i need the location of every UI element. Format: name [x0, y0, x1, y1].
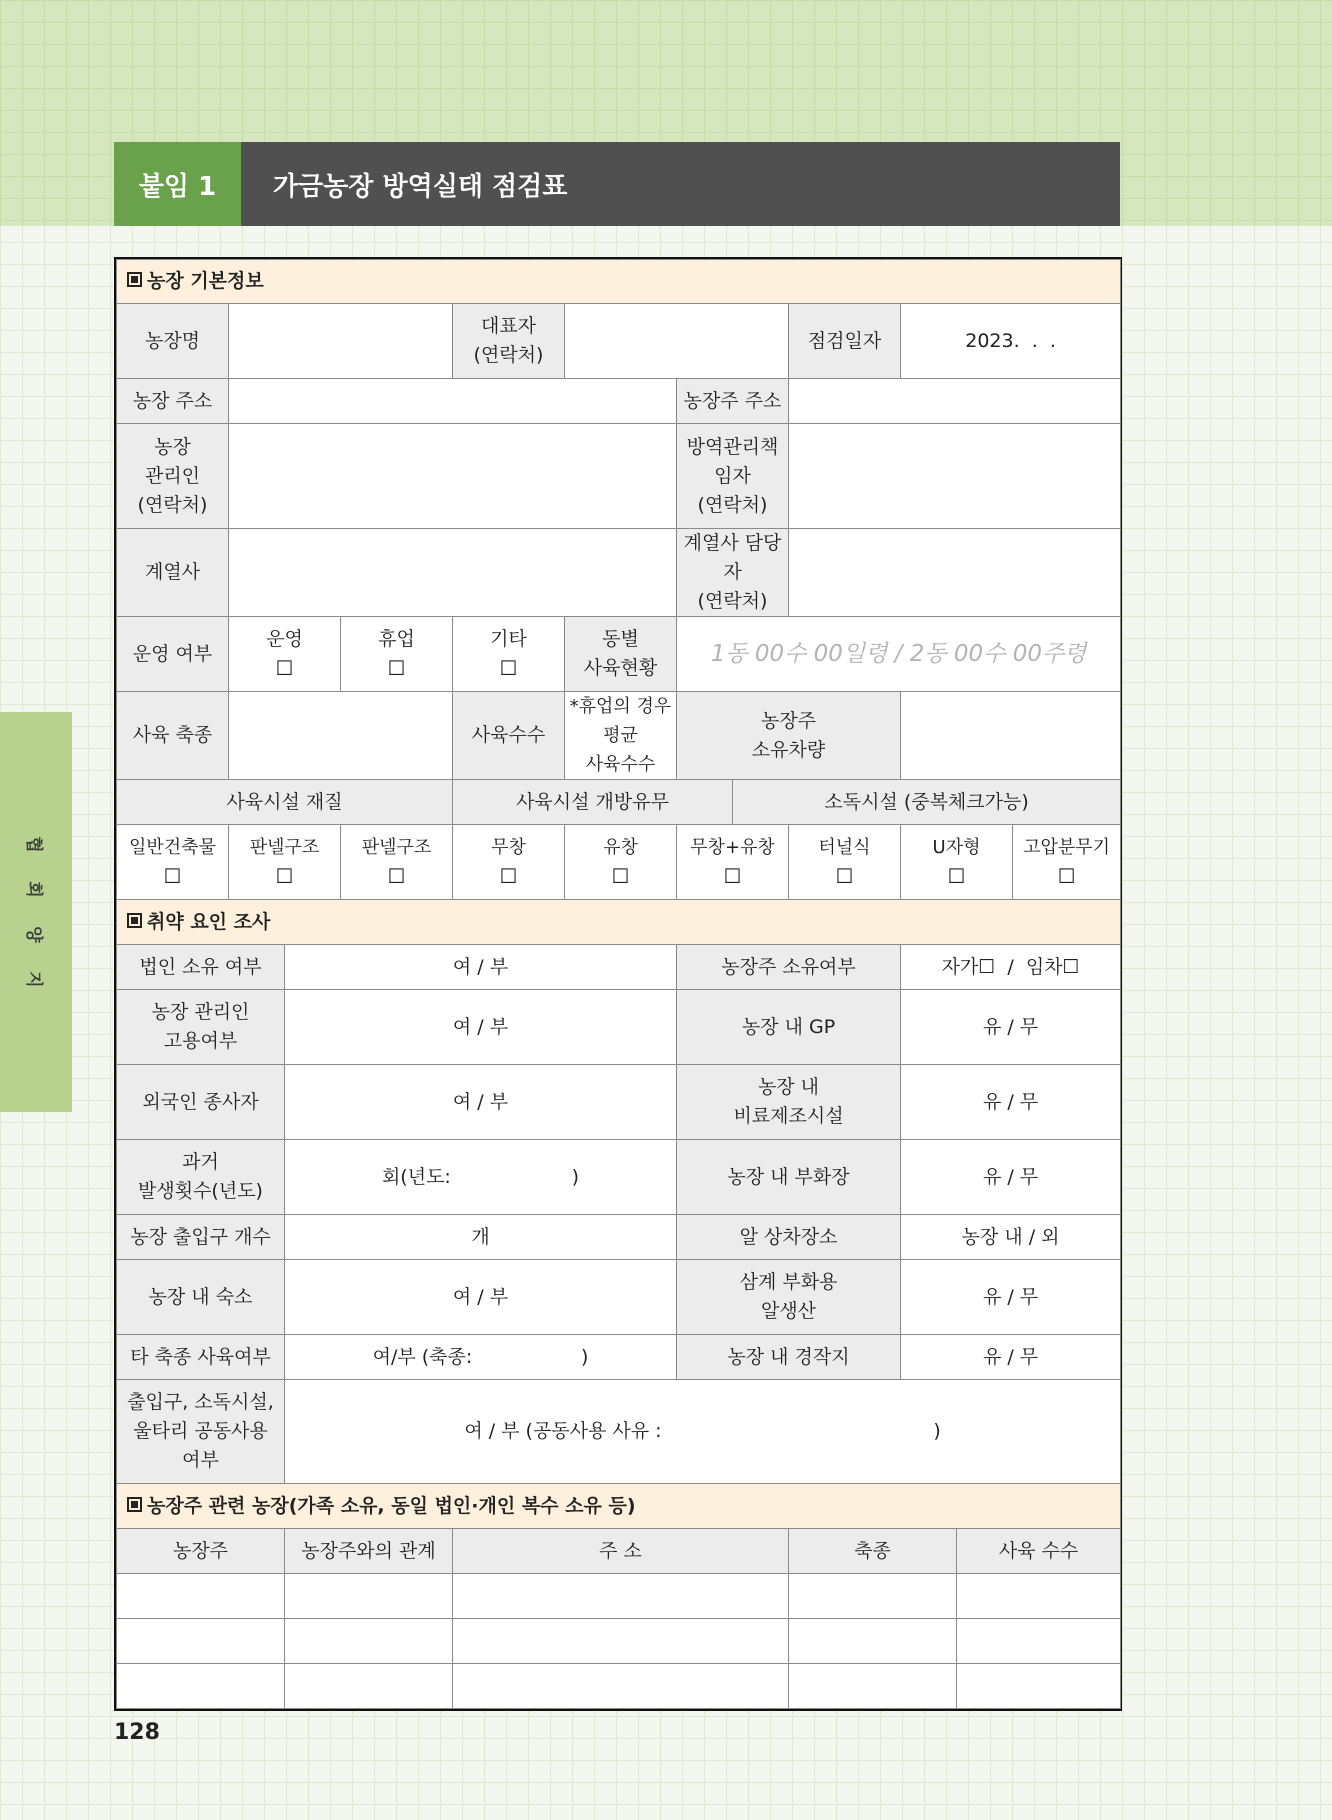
- section-title: 농장 기본정보: [147, 270, 264, 292]
- owner-vehicles-field[interactable]: [901, 692, 1121, 780]
- option-label: 무창: [491, 837, 526, 858]
- op-running-label: 운영: [266, 628, 303, 650]
- option-label: 터널식: [818, 837, 871, 858]
- affiliate-contact-field[interactable]: [789, 529, 1121, 617]
- table-cell[interactable]: [117, 1574, 285, 1619]
- shared-facility-value[interactable]: 여 / 부 (공동사용 사유 : ): [285, 1380, 1121, 1484]
- option-general-building[interactable]: [117, 825, 229, 900]
- table-row: [117, 1574, 1121, 1619]
- op-running-option[interactable]: [229, 617, 341, 692]
- vuln-label: 과거 발생횟수(년도): [117, 1140, 285, 1215]
- vuln-label: 타 축종 사육여부: [117, 1335, 285, 1380]
- per-building-field[interactable]: 1동 00수 00일령 / 2동 00수 00주령: [677, 617, 1121, 692]
- vuln-label: 농장 내 경작지: [677, 1335, 901, 1380]
- option-checkbox[interactable]: ☐: [499, 864, 518, 888]
- affiliate-label: 계열사: [117, 529, 229, 617]
- page-number: 128: [114, 1720, 160, 1745]
- table-cell[interactable]: [957, 1664, 1121, 1709]
- vuln-value[interactable]: 유 / 무: [901, 1140, 1121, 1215]
- col-header-species: 축종: [789, 1529, 957, 1574]
- table-cell[interactable]: [789, 1664, 957, 1709]
- option-checkbox[interactable]: ☐: [163, 864, 182, 888]
- farm-manager-label: 농장 관리인 (연락처): [117, 424, 229, 529]
- vuln-value[interactable]: 여 / 부: [285, 1260, 677, 1335]
- vuln-label: 외국인 종사자: [117, 1065, 285, 1140]
- side-tab: [0, 712, 72, 1112]
- option-checkbox[interactable]: ☐: [611, 864, 630, 888]
- vuln-label: 농장주 소유여부: [677, 945, 901, 990]
- farm-manager-field[interactable]: [229, 424, 677, 529]
- vuln-label: 농장 관리인 고용여부: [117, 990, 285, 1065]
- owner-vehicles-label: 농장주 소유차량: [677, 692, 901, 780]
- option-label: 일반건축물: [129, 837, 216, 858]
- option-checkbox[interactable]: ☐: [387, 864, 406, 888]
- table-row: [117, 1664, 1121, 1709]
- op-other-checkbox[interactable]: ☐: [499, 656, 518, 680]
- vuln-label: 알 상차장소: [677, 1215, 901, 1260]
- vuln-label: 농장 내 비료제조시설: [677, 1065, 901, 1140]
- farm-name-field[interactable]: [229, 304, 453, 379]
- table-cell[interactable]: [285, 1619, 453, 1664]
- vuln-label: 농장 내 숙소: [117, 1260, 285, 1335]
- vuln-value[interactable]: 자가☐ / 임차☐: [901, 945, 1121, 990]
- option-sprayer[interactable]: [1013, 825, 1121, 900]
- inspection-date-field[interactable]: 2023. . .: [901, 304, 1121, 379]
- head-count-label: 사육수수: [453, 692, 565, 780]
- table-cell[interactable]: [453, 1574, 789, 1619]
- option-checkbox[interactable]: ☐: [835, 864, 854, 888]
- vuln-label: 농장 내 부화장: [677, 1140, 901, 1215]
- owner-address-field[interactable]: [789, 379, 1121, 424]
- species-label: 사육 축종: [117, 692, 229, 780]
- col-header-address: 주 소: [453, 1529, 789, 1574]
- option-label: 고압분무기: [1023, 837, 1111, 858]
- vuln-value[interactable]: 개: [285, 1215, 677, 1260]
- col-header-count: 사육 수수: [957, 1529, 1121, 1574]
- section-bullet-icon: [127, 913, 142, 928]
- col-header-relation: 농장주와의 관계: [285, 1529, 453, 1574]
- inspection-form: [114, 257, 1122, 1711]
- per-building-label: 동별 사육현황: [565, 617, 677, 692]
- table-cell[interactable]: [285, 1574, 453, 1619]
- page-title: 가금농장 방역실태 점검표: [273, 171, 568, 202]
- section-basic-info: [117, 260, 1121, 304]
- facility-material-label: 사육시설 재질: [117, 780, 453, 825]
- vuln-value[interactable]: 유 / 무: [901, 1065, 1121, 1140]
- species-field[interactable]: [229, 692, 453, 780]
- table-cell[interactable]: [789, 1619, 957, 1664]
- option-mixed[interactable]: [677, 825, 789, 900]
- option-label: 판넬구조: [361, 837, 432, 858]
- farm-name-label: 농장명: [117, 304, 229, 379]
- table-cell[interactable]: [117, 1664, 285, 1709]
- section-bullet-icon: [127, 1497, 142, 1512]
- disinfection-label: 소독시설 (중복체크가능): [733, 780, 1121, 825]
- table-cell[interactable]: [285, 1664, 453, 1709]
- table-cell[interactable]: [117, 1619, 285, 1664]
- vuln-value[interactable]: 유 / 무: [901, 1335, 1121, 1380]
- op-closed-option[interactable]: [341, 617, 453, 692]
- vuln-value[interactable]: 회(년도: ): [285, 1140, 677, 1215]
- vuln-value[interactable]: 유 / 무: [901, 1260, 1121, 1335]
- op-closed-label: 휴업: [378, 628, 415, 650]
- option-u-type[interactable]: [901, 825, 1013, 900]
- option-checkbox[interactable]: ☐: [947, 864, 966, 888]
- option-label: 유창: [603, 837, 638, 858]
- vuln-value[interactable]: 여 / 부: [285, 945, 677, 990]
- form-table: [116, 259, 1121, 1709]
- col-header-owner: 농장주: [117, 1529, 285, 1574]
- op-running-checkbox[interactable]: ☐: [275, 656, 294, 680]
- side-tab-char: 회: [23, 881, 44, 898]
- table-cell[interactable]: [789, 1574, 957, 1619]
- farm-address-label: 농장 주소: [117, 379, 229, 424]
- affiliate-contact-label: 계열사 담당자 (연락처): [677, 529, 789, 617]
- section-related-farms: [117, 1484, 1121, 1529]
- section-title: 농장주 관련 농장(가족 소유, 동일 법인·개인 복수 소유 등): [147, 1494, 636, 1517]
- side-tab-char: 협: [23, 836, 44, 853]
- section-bullet-icon: [127, 272, 142, 287]
- option-checkbox[interactable]: ☐: [723, 864, 742, 888]
- table-cell[interactable]: [453, 1664, 789, 1709]
- section-vulnerability: [117, 900, 1121, 945]
- option-checkbox[interactable]: ☐: [1057, 864, 1076, 888]
- option-label: 무창+유창: [690, 837, 775, 858]
- affiliate-field[interactable]: [229, 529, 677, 617]
- table-cell[interactable]: [957, 1619, 1121, 1664]
- op-other-label: 기타: [490, 628, 527, 650]
- vuln-value[interactable]: 여 / 부: [285, 990, 677, 1065]
- inspection-date-label: 점검일자: [789, 304, 901, 379]
- owner-address-label: 농장주 주소: [677, 379, 789, 424]
- side-tab-char: 지: [23, 971, 44, 988]
- farm-address-field[interactable]: [229, 379, 677, 424]
- vuln-label: 법인 소유 여부: [117, 945, 285, 990]
- vuln-label: 농장 내 GP: [677, 990, 901, 1065]
- op-closed-checkbox[interactable]: ☐: [387, 656, 406, 680]
- vuln-value[interactable]: 여/부 (축종: ): [285, 1335, 677, 1380]
- vuln-label: 삼계 부화용 알생산: [677, 1260, 901, 1335]
- operation-label: 운영 여부: [117, 617, 229, 692]
- vuln-value[interactable]: 농장 내 / 외: [901, 1215, 1121, 1260]
- vuln-label: 농장 출입구 개수: [117, 1215, 285, 1260]
- op-other-option[interactable]: [453, 617, 565, 692]
- section-title: 취약 요인 조사: [147, 910, 271, 933]
- option-windowed[interactable]: [565, 825, 677, 900]
- vuln-value[interactable]: 유 / 무: [901, 990, 1121, 1065]
- biosecurity-manager-field[interactable]: [789, 424, 1121, 529]
- side-tab-char: 양: [23, 926, 44, 943]
- option-checkbox[interactable]: ☐: [275, 864, 294, 888]
- head-count-field[interactable]: *휴업의 경우 평균 사육수수: [565, 692, 677, 780]
- appendix-tag: 붙임 1: [114, 142, 241, 226]
- vuln-value[interactable]: 여 / 부: [285, 1065, 677, 1140]
- option-panel-2[interactable]: [341, 825, 453, 900]
- shared-facility-label: 출입구, 소독시설, 울타리 공동사용 여부: [117, 1380, 285, 1484]
- representative-label: 대표자 (연락처): [453, 304, 565, 379]
- table-cell[interactable]: [453, 1619, 789, 1664]
- representative-field[interactable]: [565, 304, 789, 379]
- table-row: [117, 1619, 1121, 1664]
- facility-open-label: 사육시설 개방유무: [453, 780, 733, 825]
- biosecurity-manager-label: 방역관리책임자 (연락처): [677, 424, 789, 529]
- option-tunnel[interactable]: [789, 825, 901, 900]
- option-windowless[interactable]: [453, 825, 565, 900]
- option-panel-1[interactable]: [229, 825, 341, 900]
- header-bar: [114, 142, 1120, 226]
- option-label: 판넬구조: [249, 837, 320, 858]
- option-label: U자형: [932, 837, 981, 858]
- table-cell[interactable]: [957, 1574, 1121, 1619]
